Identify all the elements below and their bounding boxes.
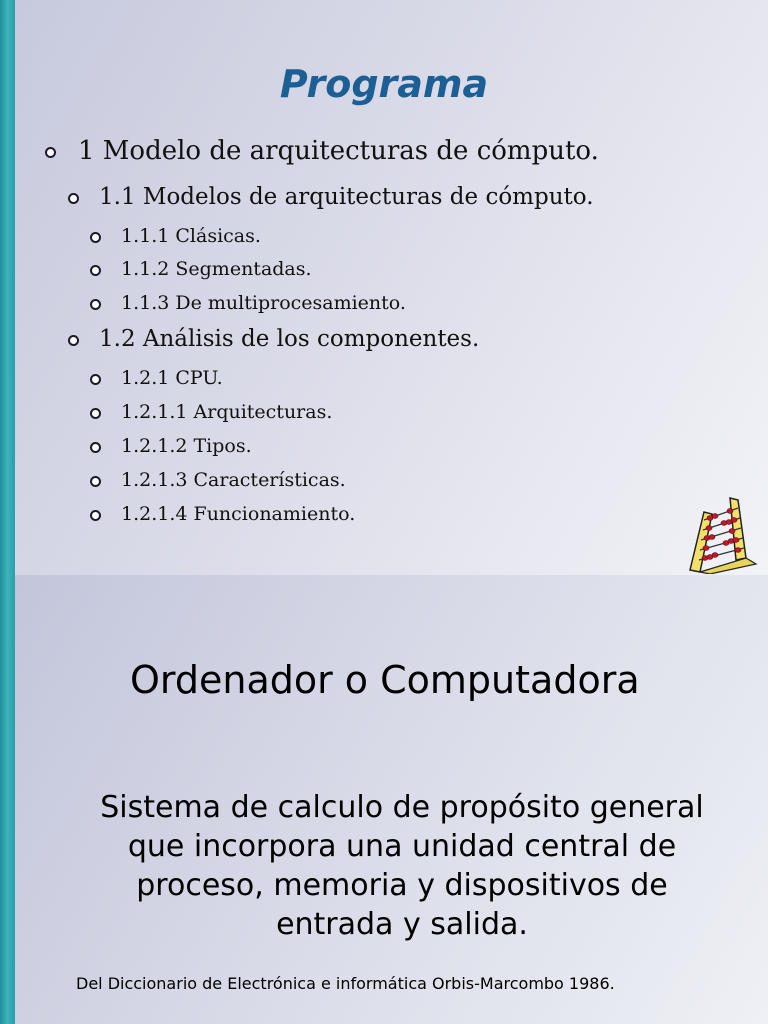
outline-item-text: 1.2.1.4 Funcionamiento.: [121, 503, 356, 525]
bullet-icon: [90, 299, 101, 310]
definition-line: entrada y salida.: [276, 907, 528, 942]
outline-item-text: 1 Modelo de arquitecturas de cómputo.: [78, 136, 599, 166]
source-citation: Del Diccionario de Electrónica e informática Orbis-Marcombo 1986.: [76, 974, 615, 993]
outline-item: [121, 469, 346, 491]
outline-item: [121, 292, 406, 314]
outline-item-text: 1.1.2 Segmentadas.: [121, 258, 312, 280]
bullet-icon: [68, 193, 79, 204]
outline-item: [121, 503, 355, 525]
bullet-icon: [90, 408, 101, 419]
outline-item: [121, 258, 312, 280]
slide-title-programa: Programa: [279, 62, 489, 106]
outline-item-text: 1.1.3 De multiprocesamiento.: [121, 292, 406, 314]
outline-item: [121, 435, 252, 457]
bullet-icon: [90, 374, 101, 385]
outline-item-text: 1.1 Modelos de arquitecturas de cómputo.: [99, 184, 594, 210]
outline-item: [99, 326, 479, 352]
outline-item: [121, 225, 261, 247]
bullet-icon: [90, 510, 101, 521]
definition-text: [60, 788, 744, 944]
bullet-icon: [90, 442, 101, 453]
bullet-icon: [90, 232, 101, 243]
outline-item: [99, 184, 594, 210]
outline-item: [121, 401, 332, 423]
outline-item-text: 1.2.1.2 Tipos.: [121, 435, 252, 457]
definition-line: que incorpora una unidad central de: [127, 829, 677, 864]
bullet-icon: [90, 476, 101, 487]
definition-line: Sistema de calculo de propósito general: [100, 790, 704, 825]
bullet-icon: [45, 147, 56, 158]
outline-item-text: 1.2 Análisis de los componentes.: [99, 326, 480, 352]
outline-item-text: 1.2.1.3 Características.: [121, 469, 346, 491]
bullet-icon: [68, 335, 79, 346]
bullet-icon: [90, 265, 101, 276]
outline-item: [121, 367, 223, 389]
outline-item: [78, 136, 599, 166]
outline-item-text: 1.1.1 Clásicas.: [121, 225, 261, 247]
outline-item-text: 1.2.1.1 Arquitecturas.: [121, 401, 333, 423]
abacus-icon: [686, 494, 764, 574]
outline-item-text: 1.2.1 CPU.: [121, 367, 223, 389]
slide-edge-bar: [0, 0, 15, 1024]
definition-line: proceso, memoria y dispositivos de: [136, 868, 668, 903]
slide-title-ordenador: Ordenador o Computadora: [130, 658, 640, 702]
